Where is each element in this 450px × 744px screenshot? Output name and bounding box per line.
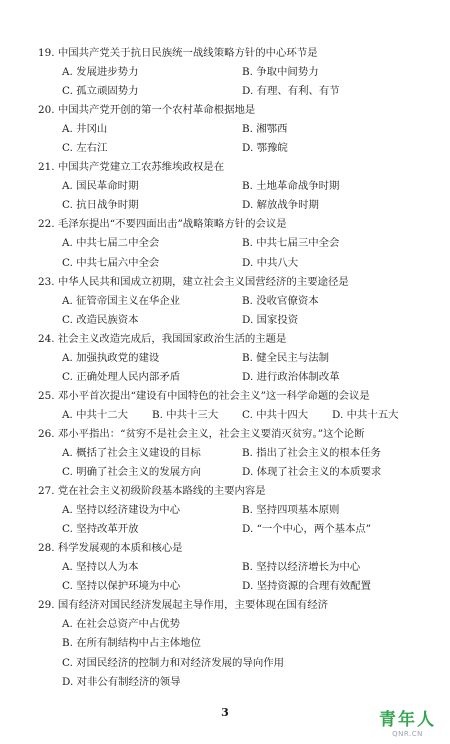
question-number: 22. xyxy=(38,218,55,231)
answer-option xyxy=(62,368,242,387)
answer-option xyxy=(62,349,242,368)
option-letter: D. xyxy=(242,199,254,212)
question-text: 毛泽东提出“不要四面出击”战略策略方针的会议是 xyxy=(57,218,287,231)
answer-option xyxy=(242,254,422,273)
question-text: 党在社会主义初级阶段基本路线的主要内容是 xyxy=(57,485,266,498)
option-row xyxy=(38,139,438,158)
answer-option xyxy=(242,292,422,311)
question-number: 25. xyxy=(38,389,55,402)
option-letter: B. xyxy=(242,446,253,459)
watermark-logo xyxy=(379,705,436,738)
option-letter: A. xyxy=(62,180,73,193)
option-letter: D. xyxy=(242,523,254,536)
option-text: 坚持改革开放 xyxy=(76,523,139,536)
option-text: 中共十五大 xyxy=(346,408,399,421)
answer-option xyxy=(62,615,180,634)
question-stem xyxy=(38,387,438,406)
option-text: 对非公有制经济的领导 xyxy=(76,675,181,688)
question-number: 19. xyxy=(38,47,55,59)
option-letter: D. xyxy=(242,85,254,98)
option-row xyxy=(38,406,438,425)
answer-option xyxy=(332,406,422,425)
answer-option xyxy=(62,196,242,215)
option-row xyxy=(38,558,438,577)
option-text: 征管帝国主义在华企业 xyxy=(76,294,181,307)
option-letter: D. xyxy=(242,466,254,479)
question-item xyxy=(38,596,438,691)
answer-option xyxy=(62,234,242,253)
option-text: “一个中心，两个基本点” xyxy=(256,523,372,536)
option-letter: A. xyxy=(62,504,73,517)
question-stem xyxy=(38,539,438,558)
option-row xyxy=(38,311,438,330)
answer-option xyxy=(62,139,242,158)
option-row xyxy=(38,254,438,273)
option-letter: A. xyxy=(62,618,73,631)
question-item xyxy=(38,482,438,539)
option-letter: A. xyxy=(62,446,73,459)
option-text: 孤立顽固势力 xyxy=(76,85,139,98)
question-number: 23. xyxy=(38,275,55,288)
answer-option xyxy=(242,139,422,158)
option-text: 土地革命战争时期 xyxy=(256,180,340,193)
question-item xyxy=(38,330,438,387)
answer-option xyxy=(242,520,422,539)
option-text: 坚持以人为本 xyxy=(76,561,139,574)
question-stem xyxy=(38,482,438,501)
answer-option xyxy=(242,463,422,482)
option-letter: B. xyxy=(242,66,253,79)
question-item xyxy=(38,158,438,215)
answer-option xyxy=(242,63,422,82)
answer-option xyxy=(62,501,242,520)
question-item xyxy=(38,101,438,158)
option-row xyxy=(38,234,438,253)
question-text: 科学发展观的本质和核心是 xyxy=(57,542,183,555)
answer-option xyxy=(242,444,422,463)
answer-option xyxy=(62,673,180,692)
option-letter: B. xyxy=(242,294,253,307)
question-text: 中国共产党开创的第一个农村革命根据地是 xyxy=(57,104,256,117)
option-letter: C. xyxy=(62,523,73,536)
option-text: 改造民族资本 xyxy=(76,313,139,326)
question-item xyxy=(38,44,438,101)
question-stem xyxy=(38,215,438,234)
question-item xyxy=(38,273,438,330)
answer-option xyxy=(242,406,332,425)
question-text: 中国共产党关于抗日民族统一战线策略方针的中心环节是 xyxy=(57,47,318,59)
question-number: 21. xyxy=(38,161,55,174)
option-letter: A. xyxy=(62,561,73,574)
option-letter: A. xyxy=(62,123,73,136)
option-text: 有理、有利、有节 xyxy=(256,85,340,98)
answer-option xyxy=(242,311,422,330)
question-item xyxy=(38,425,438,482)
answer-option xyxy=(62,444,242,463)
option-row xyxy=(38,63,438,82)
option-text: 体现了社会主义的本质要求 xyxy=(256,466,382,479)
question-stem xyxy=(38,158,438,177)
answer-option xyxy=(242,82,422,101)
question-stem xyxy=(38,44,438,63)
option-row xyxy=(38,673,438,692)
option-text: 左右江 xyxy=(76,142,108,155)
answer-option xyxy=(62,254,242,273)
answer-option xyxy=(62,292,242,311)
option-text: 坚持四项基本原则 xyxy=(256,504,340,517)
option-text: 坚持以经济增长为中心 xyxy=(256,561,361,574)
option-letter: C. xyxy=(62,85,73,98)
option-row xyxy=(38,349,438,368)
option-letter: D. xyxy=(242,580,254,593)
question-stem xyxy=(38,101,438,120)
option-text: 湘鄂西 xyxy=(256,123,288,136)
question-stem xyxy=(38,330,438,349)
option-text: 坚持以保护环境为中心 xyxy=(76,580,181,593)
option-row xyxy=(38,368,438,387)
option-letter: D. xyxy=(62,675,74,688)
answer-option xyxy=(242,196,422,215)
watermark-chinese: 青年人 xyxy=(379,710,436,730)
watermark-english: QNR.CN xyxy=(392,730,423,738)
option-text: 坚持资源的合理有效配置 xyxy=(256,580,371,593)
option-text: 井冈山 xyxy=(76,123,108,136)
option-text: 概括了社会主义建设的目标 xyxy=(76,446,201,459)
option-row xyxy=(38,292,438,311)
option-text: 指出了社会主义的根本任务 xyxy=(256,446,381,459)
option-letter: B. xyxy=(242,237,253,250)
answer-option xyxy=(242,120,422,139)
option-letter: D. xyxy=(242,370,254,383)
option-letter: A. xyxy=(62,294,73,307)
option-text: 中共七届三中全会 xyxy=(256,237,340,250)
answer-option xyxy=(62,520,242,539)
question-text: 邓小平指出：“贫穷不是社会主义，社会主义要消灭贫穷。”这个论断 xyxy=(57,427,365,440)
option-row xyxy=(38,654,438,673)
question-item xyxy=(38,539,438,596)
answer-option xyxy=(242,501,422,520)
option-letter: A. xyxy=(62,351,73,364)
option-letter: D. xyxy=(242,256,254,269)
option-text: 解放战争时期 xyxy=(256,199,319,212)
option-row xyxy=(38,82,438,101)
answer-option xyxy=(62,463,242,482)
option-text: 发展进步势力 xyxy=(76,66,139,79)
option-letter: C. xyxy=(62,313,73,326)
option-letter: C. xyxy=(62,142,73,155)
question-number: 20. xyxy=(38,104,55,117)
answer-option xyxy=(62,558,242,577)
option-letter: B. xyxy=(242,351,253,364)
option-letter: C. xyxy=(242,408,253,421)
question-stem xyxy=(38,425,438,444)
answer-option xyxy=(62,120,242,139)
answer-option xyxy=(62,82,242,101)
answer-option xyxy=(62,577,242,596)
option-text: 在所有制结构中占主体地位 xyxy=(76,637,201,650)
option-text: 中共十二大 xyxy=(76,408,129,421)
answer-option xyxy=(62,177,242,196)
question-text: 中华人民共和国成立初期，建立社会主义国营经济的主要途径是 xyxy=(57,275,349,288)
question-stem xyxy=(38,596,438,615)
option-text: 加强执政党的建设 xyxy=(76,351,160,364)
option-text: 对国民经济的控制力和对经济发展的导向作用 xyxy=(76,656,285,669)
option-row xyxy=(38,177,438,196)
answer-option xyxy=(62,406,152,425)
option-letter: C. xyxy=(62,580,73,593)
option-text: 中共七届二中全会 xyxy=(76,237,160,250)
option-text: 进行政治体制改革 xyxy=(256,370,340,383)
question-number: 27. xyxy=(38,485,55,498)
option-text: 健全民主与法制 xyxy=(256,351,329,364)
option-letter: C. xyxy=(62,256,73,269)
option-text: 正确处理人民内部矛盾 xyxy=(76,370,181,383)
option-row xyxy=(38,444,438,463)
option-row xyxy=(38,520,438,539)
option-text: 争取中间势力 xyxy=(256,66,319,79)
option-text: 没收官僚资本 xyxy=(256,294,319,307)
answer-option xyxy=(242,558,422,577)
option-row xyxy=(38,463,438,482)
option-text: 中共十三大 xyxy=(166,408,219,421)
option-row xyxy=(38,615,438,634)
question-number: 28. xyxy=(38,542,55,555)
option-letter: B. xyxy=(242,561,253,574)
option-row xyxy=(38,501,438,520)
option-letter: C. xyxy=(62,199,73,212)
option-letter: A. xyxy=(62,237,73,250)
option-letter: A. xyxy=(62,408,73,421)
option-row xyxy=(38,196,438,215)
answer-option xyxy=(242,234,422,253)
question-number: 29. xyxy=(38,599,55,612)
option-letter: C. xyxy=(62,466,73,479)
option-text: 鄂豫皖 xyxy=(256,142,288,155)
answer-option xyxy=(242,368,422,387)
question-text: 国有经济对国民经济发展起主导作用，主要体现在国有经济 xyxy=(57,599,328,612)
answer-option xyxy=(152,406,242,425)
option-letter: B. xyxy=(152,408,163,421)
question-stem xyxy=(38,273,438,292)
option-text: 中共八大 xyxy=(256,256,299,269)
option-letter: A. xyxy=(62,66,73,79)
answer-option xyxy=(62,63,242,82)
question-list xyxy=(38,44,438,692)
answer-option xyxy=(62,654,284,673)
option-letter: D. xyxy=(332,408,344,421)
option-text: 国家投资 xyxy=(256,313,299,326)
option-letter: D. xyxy=(242,313,254,326)
option-letter: C. xyxy=(62,656,73,669)
option-text: 在社会总资产中占优势 xyxy=(76,618,181,631)
option-row xyxy=(38,120,438,139)
question-item xyxy=(38,215,438,272)
answer-option xyxy=(62,634,201,653)
question-text: 邓小平首次提出“建设有中国特色的社会主义”这一科学命题的会议是 xyxy=(57,389,370,402)
question-item xyxy=(38,387,438,425)
option-text: 国民革命时期 xyxy=(76,180,139,193)
page-number: 3 xyxy=(221,706,229,719)
option-text: 抗日战争时期 xyxy=(76,199,139,212)
question-text: 社会主义改造完成后，我国国家政治生活的主题是 xyxy=(57,332,287,345)
option-letter: B. xyxy=(242,180,253,193)
option-letter: B. xyxy=(242,504,253,517)
answer-option xyxy=(242,177,422,196)
question-number: 24. xyxy=(38,332,55,345)
option-text: 中共十四大 xyxy=(256,408,309,421)
answer-option xyxy=(242,349,422,368)
question-number: 26. xyxy=(38,427,55,440)
option-letter: B. xyxy=(62,637,73,650)
option-letter: D. xyxy=(242,142,254,155)
option-text: 中共七届六中全会 xyxy=(76,256,160,269)
option-letter: C. xyxy=(62,370,73,383)
answer-option xyxy=(62,311,242,330)
option-text: 坚持以经济建设为中心 xyxy=(76,504,181,517)
option-row xyxy=(38,577,438,596)
option-text: 明确了社会主义的发展方向 xyxy=(76,466,201,479)
option-letter: B. xyxy=(242,123,253,136)
option-row xyxy=(38,634,438,653)
answer-option xyxy=(242,577,422,596)
question-text: 中国共产党建立工农苏维埃政权是在 xyxy=(57,161,225,174)
